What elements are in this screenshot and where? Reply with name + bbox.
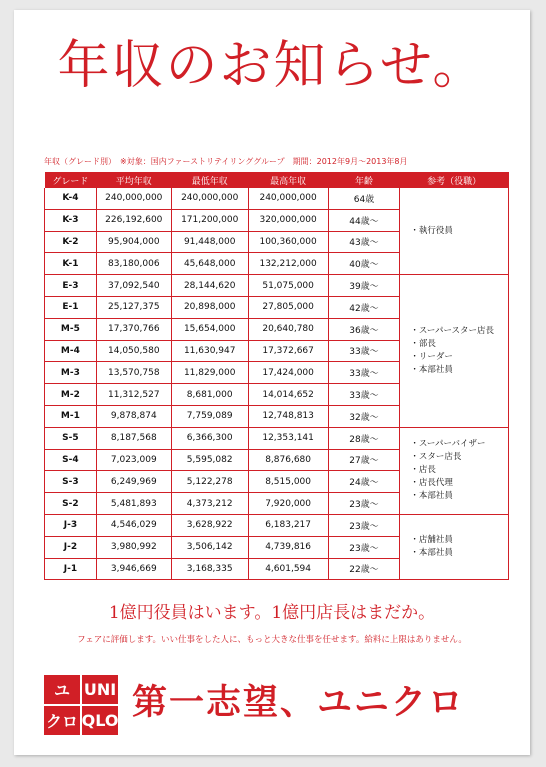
grade-cell: M-2 (45, 384, 97, 406)
minimum-cell: 3,168,335 (171, 558, 248, 580)
logo-kana-1: ユ (44, 675, 80, 704)
age-cell: 39歳〜 (328, 275, 400, 297)
maximum-cell: 8,876,680 (248, 449, 328, 471)
average-cell: 3,980,992 (96, 536, 171, 558)
maximum-cell: 51,075,000 (248, 275, 328, 297)
grade-cell: M-3 (45, 362, 97, 384)
uniqlo-logo (44, 675, 118, 735)
role-line: ・部長 (410, 338, 436, 349)
roles-cell (400, 275, 509, 428)
maximum-cell: 132,212,000 (248, 253, 328, 275)
minimum-cell: 240,000,000 (171, 188, 248, 209)
role-line: ・店長代理 (410, 478, 453, 489)
maximum-cell: 320,000,000 (248, 209, 328, 231)
header-average: 平均年収 (96, 172, 171, 188)
age-cell: 23歳〜 (328, 514, 400, 536)
minimum-cell: 171,200,000 (171, 209, 248, 231)
average-cell: 17,370,766 (96, 318, 171, 340)
average-cell: 13,570,758 (96, 362, 171, 384)
table-row (45, 427, 509, 449)
average-cell: 226,192,600 (96, 209, 171, 231)
age-cell: 22歳〜 (328, 558, 400, 580)
logo-latin-1: UNI (82, 675, 118, 704)
average-cell: 3,946,669 (96, 558, 171, 580)
grade-cell: K-3 (45, 209, 97, 231)
age-cell: 32歳〜 (328, 405, 400, 427)
maximum-cell: 27,805,000 (248, 296, 328, 318)
role-line: ・スーパーバイザー (410, 439, 486, 450)
roles-cell (400, 427, 509, 514)
age-cell: 23歳〜 (328, 493, 400, 515)
logo-kana-2-a: ク (45, 712, 62, 731)
minimum-cell: 15,654,000 (171, 318, 248, 340)
header-maximum: 最高年収 (248, 172, 328, 188)
logo-latin-2: QLO (82, 706, 118, 735)
grade-cell: S-4 (45, 449, 97, 471)
salary-table (44, 172, 509, 580)
minimum-cell: 4,373,212 (171, 493, 248, 515)
minimum-cell: 11,630,947 (171, 340, 248, 362)
age-cell: 40歳〜 (328, 253, 400, 275)
average-cell: 9,878,874 (96, 405, 171, 427)
grade-cell: S-3 (45, 471, 97, 493)
minimum-cell: 28,144,620 (171, 275, 248, 297)
header-age: 年齢 (328, 172, 400, 188)
age-cell: 27歳〜 (328, 449, 400, 471)
role-line: ・本部社員 (410, 491, 453, 502)
age-cell: 33歳〜 (328, 384, 400, 406)
roles-cell (400, 188, 509, 275)
age-cell: 44歳〜 (328, 209, 400, 231)
role-line: ・店舗社員 (410, 535, 453, 546)
age-cell: 42歳〜 (328, 296, 400, 318)
header-roles: 参考（役職） (400, 172, 509, 188)
maximum-cell: 17,372,667 (248, 340, 328, 362)
maximum-cell: 8,515,000 (248, 471, 328, 493)
minimum-cell: 45,648,000 (171, 253, 248, 275)
table-row (45, 188, 509, 209)
page-title: 年収のお知らせ。 (57, 36, 487, 96)
average-cell: 11,312,527 (96, 384, 171, 406)
role-line: ・店長 (410, 465, 436, 476)
grade-cell: S-2 (45, 493, 97, 515)
minimum-cell: 5,595,082 (171, 449, 248, 471)
salary-table-body (45, 188, 509, 580)
average-cell: 4,546,029 (96, 514, 171, 536)
maximum-cell: 6,183,217 (248, 514, 328, 536)
minimum-cell: 5,122,278 (171, 471, 248, 493)
average-cell: 83,180,006 (96, 253, 171, 275)
minimum-cell: 91,448,000 (171, 231, 248, 253)
average-cell: 14,050,580 (96, 340, 171, 362)
subline: フェアに評価します。いい仕事をした人に、もっと大きな仕事を任せます。給料に上限はありません。 (77, 635, 467, 645)
maximum-cell: 100,360,000 (248, 231, 328, 253)
roles-cell (400, 514, 509, 579)
age-cell: 28歳〜 (328, 427, 400, 449)
age-cell: 23歳〜 (328, 536, 400, 558)
table-row (45, 514, 509, 536)
role-line: ・執行役員 (410, 225, 453, 236)
maximum-cell: 7,920,000 (248, 493, 328, 515)
grade-cell: M-4 (45, 340, 97, 362)
table-header-row (45, 172, 509, 188)
average-cell: 37,092,540 (96, 275, 171, 297)
maximum-cell: 17,424,000 (248, 362, 328, 384)
maximum-cell: 12,353,141 (248, 427, 328, 449)
table-row (45, 275, 509, 297)
minimum-cell: 8,681,000 (171, 384, 248, 406)
role-line: ・スーパースター店長 (410, 325, 495, 336)
maximum-cell: 20,640,780 (248, 318, 328, 340)
maximum-cell: 240,000,000 (248, 188, 328, 209)
slogan: 第一志望、ユニクロ (132, 683, 466, 723)
minimum-cell: 11,829,000 (171, 362, 248, 384)
age-cell: 43歳〜 (328, 231, 400, 253)
minimum-cell: 3,506,142 (171, 536, 248, 558)
role-line: ・リーダー (410, 351, 453, 362)
grade-cell: J-1 (45, 558, 97, 580)
logo-kana-2-b: ロ (62, 712, 79, 731)
minimum-cell: 6,366,300 (171, 427, 248, 449)
grade-cell: E-1 (45, 296, 97, 318)
average-cell: 5,481,893 (96, 493, 171, 515)
grade-cell: S-5 (45, 427, 97, 449)
average-cell: 240,000,000 (96, 188, 171, 209)
age-cell: 64歳 (328, 188, 400, 209)
age-cell: 24歳〜 (328, 471, 400, 493)
age-cell: 36歳〜 (328, 318, 400, 340)
average-cell: 8,187,568 (96, 427, 171, 449)
grade-cell: J-3 (45, 514, 97, 536)
maximum-cell: 4,739,816 (248, 536, 328, 558)
average-cell: 95,904,000 (96, 231, 171, 253)
minimum-cell: 7,759,089 (171, 405, 248, 427)
logo-kana-2 (44, 706, 80, 735)
age-cell: 33歳〜 (328, 340, 400, 362)
maximum-cell: 4,601,594 (248, 558, 328, 580)
average-cell: 6,249,969 (96, 471, 171, 493)
grade-cell: E-3 (45, 275, 97, 297)
table-caption: 年収（グレード別） ※対象：国内ファーストリテイリンググループ 期間：2012年9月〜2013年8月 (44, 157, 408, 166)
average-cell: 25,127,375 (96, 296, 171, 318)
average-cell: 7,023,009 (96, 449, 171, 471)
poster (14, 10, 530, 755)
role-line: ・スター店長 (410, 452, 462, 463)
header-minimum: 最低年収 (171, 172, 248, 188)
grade-cell: M-5 (45, 318, 97, 340)
role-line: ・本部社員 (410, 548, 453, 559)
grade-cell: K-1 (45, 253, 97, 275)
grade-cell: J-2 (45, 536, 97, 558)
header-grade: グレード (45, 172, 97, 188)
minimum-cell: 3,628,922 (171, 514, 248, 536)
minimum-cell: 20,898,000 (171, 296, 248, 318)
role-line: ・本部社員 (410, 364, 453, 375)
headline: 1億円役員はいます。1億円店長はまだか。 (108, 603, 436, 623)
grade-cell: K-4 (45, 188, 97, 209)
grade-cell: M-1 (45, 405, 97, 427)
maximum-cell: 12,748,813 (248, 405, 328, 427)
maximum-cell: 14,014,652 (248, 384, 328, 406)
age-cell: 33歳〜 (328, 362, 400, 384)
grade-cell: K-2 (45, 231, 97, 253)
